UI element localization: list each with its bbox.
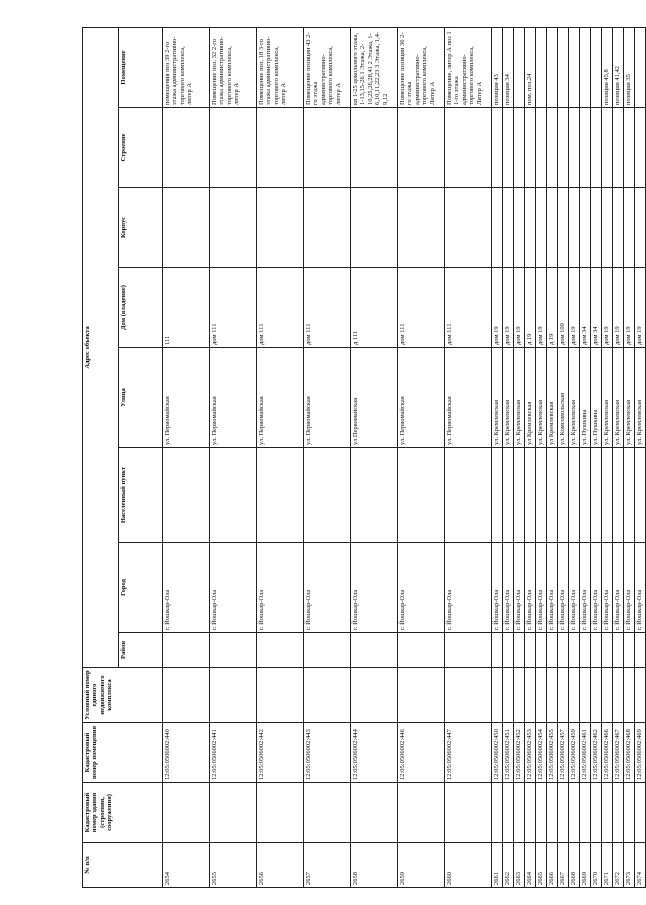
header-settlement: Населенный пункт (119, 448, 163, 543)
conditional-number-cell (210, 668, 257, 723)
structure-cell (351, 108, 398, 188)
table-body (163, 27, 646, 887)
row-number: 2655 (210, 843, 257, 888)
structure-cell (525, 108, 536, 188)
block-cell (635, 188, 646, 268)
settlement-cell (635, 448, 646, 543)
cadastral-premises-cell: 12:05:0506002:447 (445, 723, 492, 783)
cadastral-building-cell (304, 783, 351, 843)
city-cell: г. Йошкар-Ола (210, 543, 257, 633)
cadastral-building-cell (558, 783, 569, 843)
district-cell (591, 633, 602, 668)
district-cell (580, 633, 591, 668)
row-number: 2659 (398, 843, 445, 888)
house-cell: дом 19 (536, 268, 547, 348)
cadastral-premises-cell: 12:05:0506002:451 (503, 723, 514, 783)
street-cell: ул. Кремлевская (503, 348, 514, 448)
house-cell: д 111 (351, 268, 398, 348)
cadastral-premises-cell: 12:05:0506002:440 (163, 723, 210, 783)
header-address-group: Адрес объекта (83, 27, 119, 667)
house-cell: дом 19 (602, 268, 613, 348)
conditional-number-cell (580, 668, 591, 723)
structure-cell (514, 108, 525, 188)
city-cell: г. Йошкар-Ола (525, 543, 536, 633)
header-street: Улица (119, 348, 163, 448)
structure-cell (547, 108, 558, 188)
settlement-cell (547, 448, 558, 543)
table-row (210, 27, 257, 887)
house-cell: дом 111 (210, 268, 257, 348)
cadastral-table (82, 27, 646, 888)
block-cell (163, 188, 210, 268)
premises-cell: позиция 43 (492, 27, 503, 107)
row-number: 2667 (558, 843, 569, 888)
settlement-cell (398, 448, 445, 543)
table-row (580, 27, 591, 887)
premises-cell (536, 27, 547, 107)
cadastral-building-cell (569, 783, 580, 843)
block-cell (398, 188, 445, 268)
house-cell: дом 34 (580, 268, 591, 348)
structure-cell (398, 108, 445, 188)
premises-cell (558, 27, 569, 107)
district-cell (210, 633, 257, 668)
row-number: 2666 (547, 843, 558, 888)
block-cell (257, 188, 304, 268)
cadastral-building-cell (163, 783, 210, 843)
district-cell (602, 633, 613, 668)
table-row (351, 27, 398, 887)
street-cell: ул Кремлевская (547, 348, 558, 448)
cadastral-premises-cell: 12:05:0506002:455 (547, 723, 558, 783)
conditional-number-cell (492, 668, 503, 723)
city-cell: г. Йошкар-Ола (257, 543, 304, 633)
table-row (558, 27, 569, 887)
district-cell (445, 633, 492, 668)
premises-cell: кв 1-25 цокольного этажа, 1-13,15-26 1 Этажа, 2-10,25,26,28,41 2 Этажа, 1-6,10,11,22,23 3 Этажа, 1,4-9,12 (351, 27, 398, 107)
street-cell: ул. Кремлевская (613, 348, 624, 448)
settlement-cell (257, 448, 304, 543)
header-house: Дом (владение) (119, 268, 163, 348)
settlement-cell (624, 448, 635, 543)
table-row (492, 27, 503, 887)
conditional-number-cell (569, 668, 580, 723)
city-cell: г. Йошкар-Ола (514, 543, 525, 633)
city-cell: г. Йошкар-Ола (569, 543, 580, 633)
cadastral-premises-cell: 12:05:0506002:459 (569, 723, 580, 783)
header-district: Район (119, 633, 163, 668)
table-row (398, 27, 445, 887)
premises-cell: Помещение позиции 36 2-го этажа административно-торгового комплекса, Литер А (398, 27, 445, 107)
structure-cell (580, 108, 591, 188)
street-cell: ул. Пушкина (580, 348, 591, 448)
district-cell (624, 633, 635, 668)
block-cell (514, 188, 525, 268)
structure-cell (602, 108, 613, 188)
district-cell (163, 633, 210, 668)
block-cell (569, 188, 580, 268)
header-num: № п/п (83, 843, 163, 888)
street-cell: ул Кремлевская (525, 348, 536, 448)
house-cell: дом 34 (591, 268, 602, 348)
table-row (569, 27, 580, 887)
street-cell: ул. Кремлевская (624, 348, 635, 448)
street-cell: ул. Первомайская (257, 348, 304, 448)
conditional-number-cell (503, 668, 514, 723)
conditional-number-cell (602, 668, 613, 723)
structure-cell (613, 108, 624, 188)
city-cell: г. Йошкар-Ола (163, 543, 210, 633)
conditional-number-cell (591, 668, 602, 723)
row-number: 2668 (569, 843, 580, 888)
cadastral-building-cell (210, 783, 257, 843)
cadastral-building-cell (257, 783, 304, 843)
structure-cell (558, 108, 569, 188)
city-cell: г. Йошкар-Ола (351, 543, 398, 633)
district-cell (398, 633, 445, 668)
city-cell: г. Йошкар-Ола (547, 543, 558, 633)
table-row (624, 27, 635, 887)
structure-cell (257, 108, 304, 188)
street-cell: ул. Кремлевская (602, 348, 613, 448)
row-number: 2663 (514, 843, 525, 888)
cadastral-building-cell (536, 783, 547, 843)
street-cell: ул. Комсомольская (558, 348, 569, 448)
city-cell: г. Йошкар-Ола (635, 543, 646, 633)
street-cell: ул. Кремлевская (569, 348, 580, 448)
cadastral-premises-cell: 12:05:0506002:444 (351, 723, 398, 783)
premises-cell: Помещение, литер А поз 1 1-го этажа административно-торгового комплекса, Литер А (445, 27, 492, 107)
premises-cell: позиция 34 (503, 27, 514, 107)
block-cell (613, 188, 624, 268)
premises-cell: помещения поз 39 2-го этажа административно-торгового комплекса, литер А (163, 27, 210, 107)
premises-cell: позиция 41,42 (613, 27, 624, 107)
conditional-number-cell (257, 668, 304, 723)
row-number: 2661 (492, 843, 503, 888)
table-row (536, 27, 547, 887)
header-cadastral-building: Кадастровый номер здания (строения, сооружения) (83, 783, 163, 843)
row-number: 2664 (525, 843, 536, 888)
district-cell (503, 633, 514, 668)
header-structure: Строение (119, 108, 163, 188)
city-cell: г. Йошкар-Ола (503, 543, 514, 633)
table-row (257, 27, 304, 887)
conditional-number-cell (163, 668, 210, 723)
structure-cell (210, 108, 257, 188)
conditional-number-cell (304, 668, 351, 723)
house-cell: д 19 (547, 268, 558, 348)
district-cell (558, 633, 569, 668)
block-cell (503, 188, 514, 268)
block-cell (304, 188, 351, 268)
structure-cell (503, 108, 514, 188)
table-row (525, 27, 536, 887)
cadastral-premises-cell: 12:05:0506002:441 (210, 723, 257, 783)
cadastral-building-cell (351, 783, 398, 843)
block-cell (525, 188, 536, 268)
conditional-number-cell (445, 668, 492, 723)
row-number: 2658 (351, 843, 398, 888)
block-cell (351, 188, 398, 268)
structure-cell (163, 108, 210, 188)
cadastral-premises-cell: 12:05:0506002:457 (558, 723, 569, 783)
block-cell (558, 188, 569, 268)
settlement-cell (591, 448, 602, 543)
cadastral-premises-cell: 12:05:0506002:443 (304, 723, 351, 783)
settlement-cell (536, 448, 547, 543)
house-cell: 111 (163, 268, 210, 348)
street-cell: ул. Первомайская (304, 348, 351, 448)
conditional-number-cell (514, 668, 525, 723)
conditional-number-cell (624, 668, 635, 723)
district-cell (635, 633, 646, 668)
rotated-table-wrapper (82, 28, 643, 888)
header-block: Корпус (119, 188, 163, 268)
conditional-number-cell (525, 668, 536, 723)
header-city: Город (119, 543, 163, 633)
header-premises: Помещение (119, 27, 163, 107)
street-cell: ул. Пушкина (591, 348, 602, 448)
house-cell: дом 19 (569, 268, 580, 348)
conditional-number-cell (351, 668, 398, 723)
settlement-cell (492, 448, 503, 543)
street-cell: ул. Первомайская (445, 348, 492, 448)
house-cell: дом 19 (514, 268, 525, 348)
street-cell: ул. Кремлевская (492, 348, 503, 448)
cadastral-building-cell (602, 783, 613, 843)
premises-cell (514, 27, 525, 107)
district-cell (536, 633, 547, 668)
settlement-cell (351, 448, 398, 543)
cadastral-building-cell (398, 783, 445, 843)
conditional-number-cell (547, 668, 558, 723)
conditional-number-cell (398, 668, 445, 723)
table-row (163, 27, 210, 887)
cadastral-building-cell (525, 783, 536, 843)
premises-cell (547, 27, 558, 107)
premises-cell (591, 27, 602, 107)
row-number: 2654 (163, 843, 210, 888)
conditional-number-cell (558, 668, 569, 723)
cadastral-building-cell (547, 783, 558, 843)
conditional-number-cell (635, 668, 646, 723)
settlement-cell (602, 448, 613, 543)
district-cell (351, 633, 398, 668)
row-number: 2673 (624, 843, 635, 888)
structure-cell (304, 108, 351, 188)
premises-cell: позиция 35 (624, 27, 635, 107)
street-cell: ул. Кремлевская (514, 348, 525, 448)
conditional-number-cell (613, 668, 624, 723)
district-cell (525, 633, 536, 668)
settlement-cell (514, 448, 525, 543)
city-cell: г. Йошкар-Ола (445, 543, 492, 633)
settlement-cell (304, 448, 351, 543)
table-row (547, 27, 558, 887)
district-cell (613, 633, 624, 668)
header-conditional-number: Условный номер единого недвижимого комплекса (83, 668, 163, 723)
settlement-cell (445, 448, 492, 543)
settlement-cell (569, 448, 580, 543)
district-cell (304, 633, 351, 668)
cadastral-premises-cell: 12:05:0506002:452 (514, 723, 525, 783)
block-cell (492, 188, 503, 268)
cadastral-premises-cell: 12:05:0506002:469 (635, 723, 646, 783)
table-row (613, 27, 624, 887)
house-cell: дом 111 (257, 268, 304, 348)
house-cell: дом 19 (624, 268, 635, 348)
settlement-cell (580, 448, 591, 543)
cadastral-building-cell (445, 783, 492, 843)
cadastral-building-cell (591, 783, 602, 843)
district-cell (569, 633, 580, 668)
structure-cell (492, 108, 503, 188)
house-cell: дом 19 (613, 268, 624, 348)
city-cell: г. Йошкар-Ола (536, 543, 547, 633)
block-cell (445, 188, 492, 268)
row-number: 2665 (536, 843, 547, 888)
settlement-cell (210, 448, 257, 543)
structure-cell (536, 108, 547, 188)
house-cell: дом 19 (635, 268, 646, 348)
header-row-1 (83, 27, 119, 887)
city-cell: г. Йошкар-Ола (624, 543, 635, 633)
row-number: 2660 (445, 843, 492, 888)
table-row (635, 27, 646, 887)
city-cell: г. Йошкар-Ола (558, 543, 569, 633)
block-cell (210, 188, 257, 268)
city-cell: г. Йошкар-Ола (580, 543, 591, 633)
block-cell (602, 188, 613, 268)
structure-cell (635, 108, 646, 188)
street-cell: ул. Первомайская (163, 348, 210, 448)
premises-cell: позиция 45,8 (602, 27, 613, 107)
structure-cell (445, 108, 492, 188)
premises-cell (635, 27, 646, 107)
city-cell: г. Йошкар-Ола (304, 543, 351, 633)
premises-cell: Помещение поз. 32 2-го этажа административно-торгового комплекса, литер А (210, 27, 257, 107)
premises-cell: Помещение позиции 43 2-го этажа административно-торгового комплекса, литер А (304, 27, 351, 107)
cadastral-building-cell (624, 783, 635, 843)
house-cell: дом 19 (492, 268, 503, 348)
city-cell: г. Йошкар-Ола (602, 543, 613, 633)
settlement-cell (525, 448, 536, 543)
block-cell (591, 188, 602, 268)
settlement-cell (558, 448, 569, 543)
settlement-cell (163, 448, 210, 543)
street-cell: ул. Первомайская (398, 348, 445, 448)
city-cell: г. Йошкар-Ола (591, 543, 602, 633)
block-cell (580, 188, 591, 268)
conditional-number-cell (536, 668, 547, 723)
cadastral-premises-cell: 12:05:0506002:462 (591, 723, 602, 783)
table-row (304, 27, 351, 887)
premises-cell: пом. поз.24 (525, 27, 536, 107)
row-number: 2671 (602, 843, 613, 888)
structure-cell (591, 108, 602, 188)
cadastral-building-cell (613, 783, 624, 843)
district-cell (257, 633, 304, 668)
table-row (445, 27, 492, 887)
block-cell (624, 188, 635, 268)
house-cell: дом 111 (398, 268, 445, 348)
settlement-cell (503, 448, 514, 543)
table-row (591, 27, 602, 887)
city-cell: г. Йошкар-Ола (613, 543, 624, 633)
premises-cell (580, 27, 591, 107)
cadastral-premises-cell: 12:05:0506002:467 (613, 723, 624, 783)
cadastral-premises-cell: 12:05:0506002:454 (536, 723, 547, 783)
cadastral-building-cell (492, 783, 503, 843)
district-cell (547, 633, 558, 668)
street-cell: ул. Кремлевская (635, 348, 646, 448)
cadastral-premises-cell: 12:05:0506002:466 (602, 723, 613, 783)
street-cell: ул Первомайская (351, 348, 398, 448)
premises-cell (569, 27, 580, 107)
row-number: 2662 (503, 843, 514, 888)
structure-cell (624, 108, 635, 188)
row-number: 2670 (591, 843, 602, 888)
row-number: 2674 (635, 843, 646, 888)
cadastral-building-cell (580, 783, 591, 843)
house-cell: дом 111 (304, 268, 351, 348)
house-cell: д 19 (525, 268, 536, 348)
district-cell (514, 633, 525, 668)
cadastral-premises-cell: 12:05:0506002:453 (525, 723, 536, 783)
city-cell: г. Йошкар-Ола (398, 543, 445, 633)
table-row (514, 27, 525, 887)
row-number: 2669 (580, 843, 591, 888)
block-cell (536, 188, 547, 268)
city-cell: г. Йошкар-Ола (492, 543, 503, 633)
structure-cell (569, 108, 580, 188)
cadastral-premises-cell: 12:05:0506002:468 (624, 723, 635, 783)
block-cell (547, 188, 558, 268)
header-cadastral-premises: Кадастровый номер помещения (83, 723, 163, 783)
row-number: 2656 (257, 843, 304, 888)
cadastral-premises-cell: 12:05:0506002:446 (398, 723, 445, 783)
street-cell: ул. Первомайская (210, 348, 257, 448)
cadastral-premises-cell: 12:05:0506002:442 (257, 723, 304, 783)
table-row (602, 27, 613, 887)
house-cell: дом 19 (503, 268, 514, 348)
cadastral-premises-cell: 12:05:0506002:450 (492, 723, 503, 783)
premises-cell: Помещение поз. 18 3-го этажа административно-торгового комплекса, литер А (257, 27, 304, 107)
cadastral-building-cell (503, 783, 514, 843)
house-cell: дом 109 (558, 268, 569, 348)
cadastral-premises-cell: 12:05:0506002:461 (580, 723, 591, 783)
street-cell: ул. Кремлевская (536, 348, 547, 448)
district-cell (492, 633, 503, 668)
cadastral-building-cell (514, 783, 525, 843)
house-cell: дом 111 (445, 268, 492, 348)
cadastral-building-cell (635, 783, 646, 843)
row-number: 2657 (304, 843, 351, 888)
row-number: 2672 (613, 843, 624, 888)
table-row (503, 27, 514, 887)
settlement-cell (613, 448, 624, 543)
